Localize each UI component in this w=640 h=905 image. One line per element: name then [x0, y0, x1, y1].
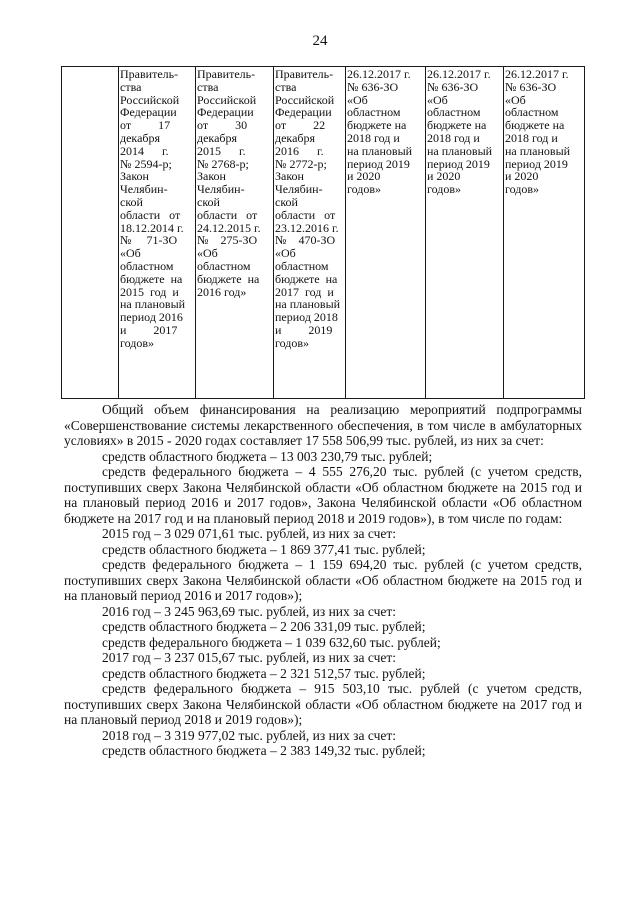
- paragraph-regional-total: средств областного бюджета – 13 003 230,79 тыс. рублей;: [102, 448, 433, 464]
- paragraph-2016-total: 2016 год – 3 245 963,69 тыс. рублей, из них за счет:: [102, 603, 397, 619]
- paragraph-2016-federal: средств федерального бюджета – 1 039 632,60 тыс. рублей;: [102, 634, 441, 650]
- table-cell-2016-source: [196, 67, 274, 399]
- paragraph-2017-total: 2017 год – 3 237 015,67 тыс. рублей, из них за счет:: [102, 650, 397, 665]
- paragraph-2016-regional: средств областного бюджета – 2 206 331,09 тыс. рублей;: [102, 619, 426, 634]
- paragraph-2017-regional: средств областного бюджета – 2 321 512,57 тыс. рублей;: [102, 665, 426, 681]
- paragraph-2018-regional: средств областного бюджета – 2 383 149,32 тыс. рублей;: [102, 743, 426, 758]
- table-cell-2019-source: [426, 67, 504, 399]
- paragraph-2018-total: 2018 год – 3 319 977,02 тыс. рублей, из них за счет:: [102, 727, 397, 743]
- table-cell-text: Правитель- ства Российской Федерации от 17 декабря 2014 г. № 2594-р; Закон Челябин- ской области от 18.12.2014 г. № 71-ЗО «Об областном бюджете на 2015 год и на плановый период 2016 и 2017 годов»: [120, 68, 186, 350]
- table-cell-text: 26.12.2017 г. № 636-ЗО «Об областном бюджете на 2018 год и на плановый период 2019 и 2020 годов»: [427, 68, 493, 196]
- page-number: 24: [312, 33, 328, 49]
- table-cell-text: Правитель- ства Российской Федерации от 22 декабря 2016 г. № 2772-р; Закон Челябин- ской области от 23.12.2016 г. № 470-ЗО «Об областном бюджете на 2017 год и на плановый период 2018 и 2019 годов»: [275, 68, 341, 350]
- table-cell-2020-source: [504, 67, 585, 399]
- paragraph-2015-federal: средств федерального бюджета – 1 159 694,20 тыс. рублей (с учетом средств, поступивших сверх Закона Челябинской области «Об областном бюджете на 2015 год и на плановый период 2016 и 2017 годов»);: [64, 557, 582, 603]
- paragraph-2015-regional: средств областного бюджета – 1 869 377,41 тыс. рублей;: [102, 541, 426, 557]
- table-cell-2018-source: [346, 67, 426, 399]
- body-text: [64, 402, 582, 759]
- table-cell-text: 26.12.2017 г. № 636-ЗО «Об областном бюджете на 2018 год и на плановый период 2019 и 2020 годов»: [347, 68, 413, 196]
- paragraph-2017-federal: средств федерального бюджета – 915 503,10 тыс. рублей (с учетом средств, поступивших сверх Закона Челябинской области «Об областном бюджете на 2017 год и на плановый период 2018 и 2019 годов»);: [64, 681, 582, 727]
- paragraph-2015-total: 2015 год – 3 029 071,61 тыс. рублей, из них за счет:: [102, 526, 397, 541]
- paragraph-federal-total: средств федерального бюджета – 4 555 276,20 тыс. рублей (с учетом средств, поступивших сверх Закона Челябинской области «Об областном бюджете на 2015 год и на плановый период 2016 и 2017 годов», Закона Челябинской области «Об областном бюджете на 2017 год и на плановый период 2018 и 2019 годов»), в том числе по годам:: [64, 464, 582, 526]
- table-cell-text: 26.12.2017 г. № 636-ЗО «Об областном бюджете на 2018 год и на плановый период 2019 и 2020 годов»: [505, 68, 571, 196]
- table-row: [62, 67, 585, 399]
- table-cell-2017-source: [274, 67, 346, 399]
- funding-table: [61, 66, 585, 399]
- table-cell-empty: [62, 67, 119, 399]
- table-cell-2015-source: [119, 67, 196, 399]
- table-cell-text: Правитель- ства Российской Федерации от 30 декабря 2015 г. № 2768-р; Закон Челябин- ской области от 24.12.2015 г. № 275-ЗО «Об областном бюджете на 2016 год»: [197, 68, 261, 299]
- paragraph-total: Общий объем финансирования на реализацию мероприятий подпрограммы «Совершенствование системы лекарственного обеспечения, в том числе в амбулаторных условиях» в 2015 - 2020 годах составляет 17 558 506,99 тыс. рублей, из них за счет:: [64, 402, 582, 448]
